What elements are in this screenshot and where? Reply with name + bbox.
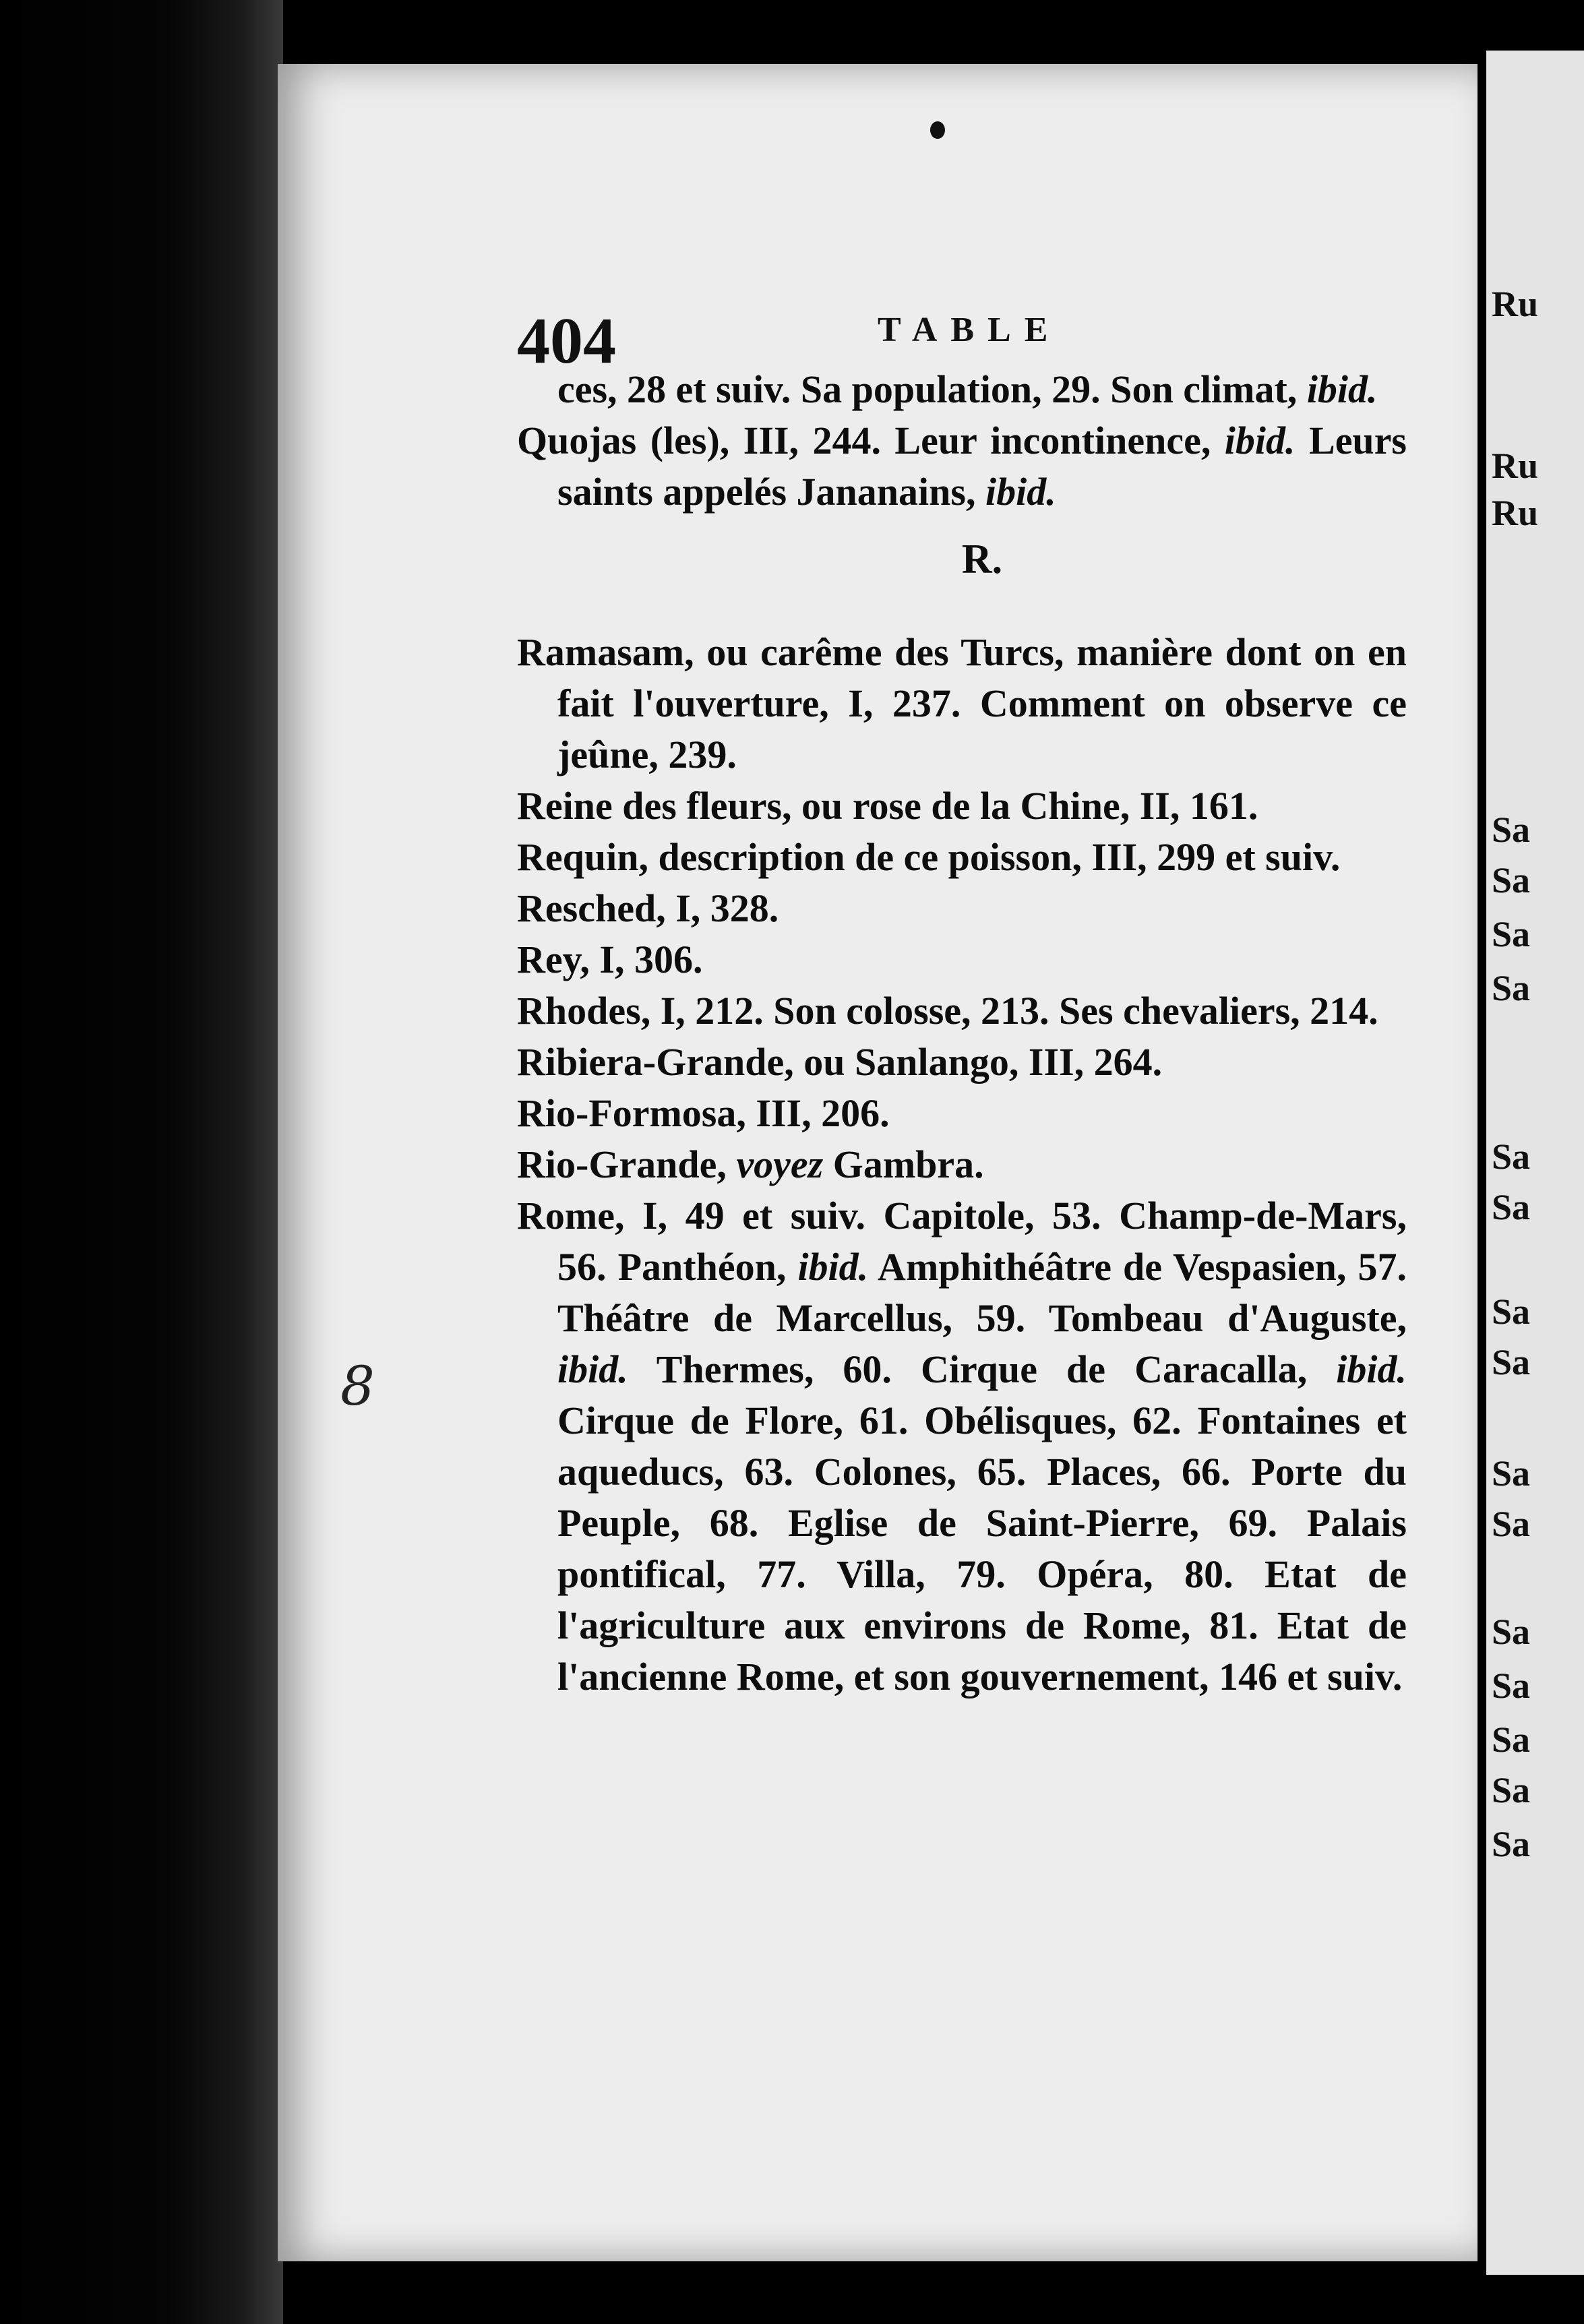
page-number: 404	[517, 305, 616, 377]
adjacent-fragment: Sa	[1492, 914, 1531, 954]
adjacent-fragment: Sa	[1492, 860, 1531, 900]
page-gap	[1478, 0, 1486, 2324]
book-page	[278, 64, 1478, 2261]
adjacent-page	[1486, 51, 1584, 2275]
running-title: TABLE	[878, 311, 1062, 349]
handwritten-margin-mark: 8	[340, 1355, 375, 1417]
index-entry: Reine des fleurs, ou rose de la Chine, II, 161.	[517, 784, 1258, 828]
index-entry: Rio-Formosa, III, 206.	[517, 1091, 890, 1135]
index-entry: Resched, I, 328.	[517, 886, 779, 930]
adjacent-fragment: Sa	[1492, 1291, 1531, 1332]
adjacent-fragment: Sa	[1492, 1453, 1531, 1494]
index-entry: Ribiera-Grande, ou Sanlango, III, 264.	[517, 1040, 1163, 1084]
index-entry: Rhodes, I, 212. Son colosse, 213. Ses chevaliers, 214.	[517, 989, 1378, 1033]
adjacent-fragment: Sa	[1492, 1770, 1531, 1810]
adjacent-fragment: Sa	[1492, 1136, 1531, 1177]
index-entry: Requin, description de ce poisson, III, 299 et suiv.	[517, 835, 1341, 879]
adjacent-fragment: Sa	[1492, 1719, 1531, 1760]
adjacent-fragment: Sa	[1492, 968, 1531, 1008]
adjacent-fragment: Ru	[1492, 493, 1539, 533]
adjacent-fragment: Ru	[1492, 284, 1539, 324]
adjacent-fragment: Sa	[1492, 1504, 1531, 1544]
adjacent-fragment: Sa	[1492, 1824, 1531, 1864]
adjacent-fragment: Sa	[1492, 809, 1531, 850]
adjacent-fragment: Sa	[1492, 1612, 1531, 1652]
adjacent-fragment: Sa	[1492, 1665, 1531, 1706]
index-entry-continuation: ces, 28 et suiv. Sa population, 29. Son climat, ibid.	[557, 367, 1378, 411]
index-entry: Quojas (les), III, 244. Leur incontinence, ibid. Leurs saints appelés Jananains, ibid.	[517, 419, 1407, 514]
index-entry: Rio-Grande, voyez Gambra.	[517, 1142, 984, 1186]
index-entry: Rey, I, 306.	[517, 938, 703, 981]
adjacent-fragment: Ru	[1492, 446, 1539, 486]
index-content	[517, 364, 1407, 1703]
index-entry: Ramasam, ou carême des Turcs, manière dont on en fait l'ouverture, I, 237. Comment on observe ce jeûne, 239.	[517, 630, 1407, 776]
adjacent-fragment: Sa	[1492, 1342, 1531, 1382]
ink-dot	[930, 121, 945, 139]
binding-gutter	[0, 0, 283, 2324]
index-entry: Rome, I, 49 et suiv. Capitole, 53. Champ-de-Mars, 56. Panthéon, ibid. Amphithéâtre de Vespasien, 57. Théâtre de Marcellus, 59. Tombeau d'Auguste, ibid. Thermes, 60. Cirque de Caracalla, ibid. Cirque de Flore, 61. Obélisques, 62. Fontaines et aqueducs, 63. Colones, 65. Places, 66. Porte du Peuple, 68. Eglise de Saint-Pierre, 69. Palais pontifical, 77. Villa, 79. Opéra, 80. Etat de l'agriculture aux environs de Rome, 81. Etat de l'ancienne Rome, et son gouvernement, 146 et suiv.	[517, 1194, 1407, 1699]
adjacent-fragment: Sa	[1492, 1187, 1531, 1227]
section-letter: R.	[961, 537, 1003, 582]
